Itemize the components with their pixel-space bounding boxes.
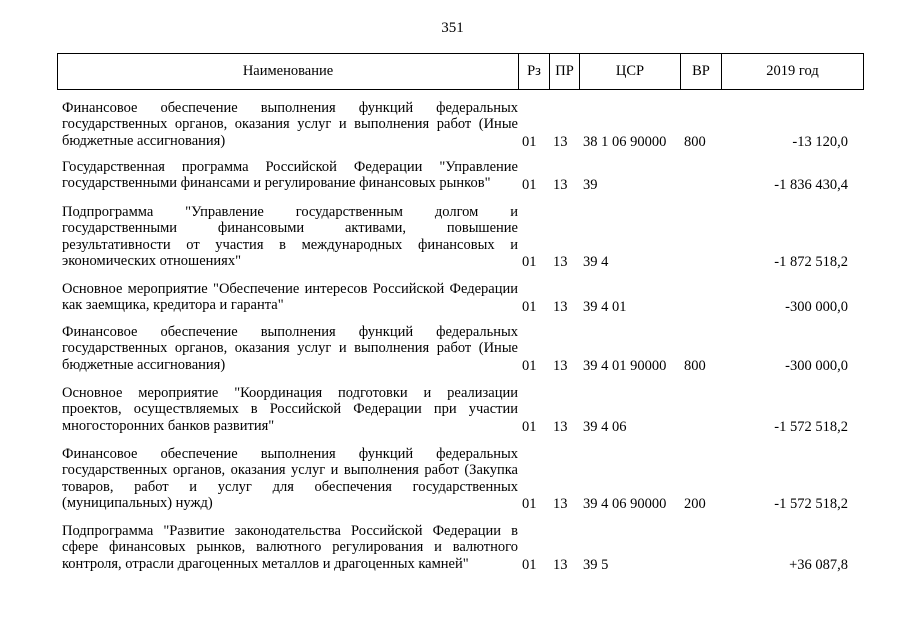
row-csr: 39 4 06 <box>583 418 627 435</box>
row-rz: 01 <box>522 357 537 374</box>
table-row <box>62 324 862 374</box>
header-vr: ВР <box>681 54 722 90</box>
row-pr: 13 <box>553 418 568 435</box>
table-row <box>62 159 862 193</box>
row-name: Основное мероприятие "Обеспечение интересов Российской Федерации как заемщика, кредитора и гаранта" <box>62 281 518 314</box>
header-pr: ПР <box>550 54 580 90</box>
row-csr: 39 4 <box>583 253 609 270</box>
row-pr: 13 <box>553 176 568 193</box>
table-row <box>62 281 862 315</box>
row-rz: 01 <box>522 133 537 150</box>
row-csr: 39 <box>583 176 598 193</box>
row-vr: 800 <box>684 133 706 150</box>
row-vr: 800 <box>684 357 706 374</box>
row-name: Подпрограмма "Управление государственным долгом и государственными финансовыми активами, повышение результативности от участия в международных финансовых и экономических отношениях" <box>62 204 518 269</box>
row-pr: 13 <box>553 298 568 315</box>
row-csr: 39 4 01 90000 <box>583 357 667 374</box>
row-rz: 01 <box>522 418 537 435</box>
page-number: 351 <box>441 20 464 36</box>
row-amount: -13 120,0 <box>792 133 848 150</box>
header-name: Наименование <box>58 54 519 90</box>
row-pr: 13 <box>553 133 568 150</box>
row-rz: 01 <box>522 556 537 573</box>
row-name: Основное мероприятие "Координация подготовки и реализации проектов, осуществляемых в Российской Федерации при участии многосторонних банков развития" <box>62 385 518 434</box>
row-pr: 13 <box>553 495 568 512</box>
row-pr: 13 <box>553 253 568 270</box>
row-name: Подпрограмма "Развитие законодательства Российской Федерации в сфере финансовых рынков, валютного регулирования и валютного контроля, отрасли драгоценных металлов и драгоценных камней" <box>62 523 518 572</box>
row-name: Государственная программа Российской Федерации "Управление государственными финансами и регулирование финансовых рынков" <box>62 159 518 192</box>
table-row <box>62 523 862 573</box>
row-csr: 39 4 06 90000 <box>583 495 667 512</box>
row-rz: 01 <box>522 298 537 315</box>
row-rz: 01 <box>522 495 537 512</box>
table-row <box>62 446 862 512</box>
row-amount: -1 836 430,4 <box>774 176 848 193</box>
row-amount: +36 087,8 <box>789 556 848 573</box>
row-name: Финансовое обеспечение выполнения функций федеральных государственных органов, оказания услуг и выполнения работ (Иные бюджетные ассигнования) <box>62 100 518 149</box>
row-rz: 01 <box>522 253 537 270</box>
row-pr: 13 <box>553 556 568 573</box>
row-vr: 200 <box>684 495 706 512</box>
row-name: Финансовое обеспечение выполнения функций федеральных государственных органов, оказания услуг и выполнения работ (Закупка товаров, работ и услуг для обеспечения государственных (муниципальных) нужд) <box>62 446 518 511</box>
row-amount: -1 572 518,2 <box>774 418 848 435</box>
header-csr: ЦСР <box>580 54 681 90</box>
table-row <box>62 385 862 435</box>
row-amount: -1 872 518,2 <box>774 253 848 270</box>
table-row <box>62 204 862 270</box>
row-amount: -1 572 518,2 <box>774 495 848 512</box>
row-rz: 01 <box>522 176 537 193</box>
row-amount: -300 000,0 <box>785 298 848 315</box>
header-year: 2019 год <box>722 54 864 90</box>
header-rz: Рз <box>519 54 550 90</box>
row-csr: 39 5 <box>583 556 609 573</box>
row-amount: -300 000,0 <box>785 357 848 374</box>
row-csr: 38 1 06 90000 <box>583 133 667 150</box>
row-name: Финансовое обеспечение выполнения функций федеральных государственных органов, оказания услуг и выполнения работ (Иные бюджетные ассигнования) <box>62 324 518 373</box>
table-row <box>62 100 862 150</box>
row-pr: 13 <box>553 357 568 374</box>
table-header <box>57 53 864 90</box>
row-csr: 39 4 01 <box>583 298 627 315</box>
